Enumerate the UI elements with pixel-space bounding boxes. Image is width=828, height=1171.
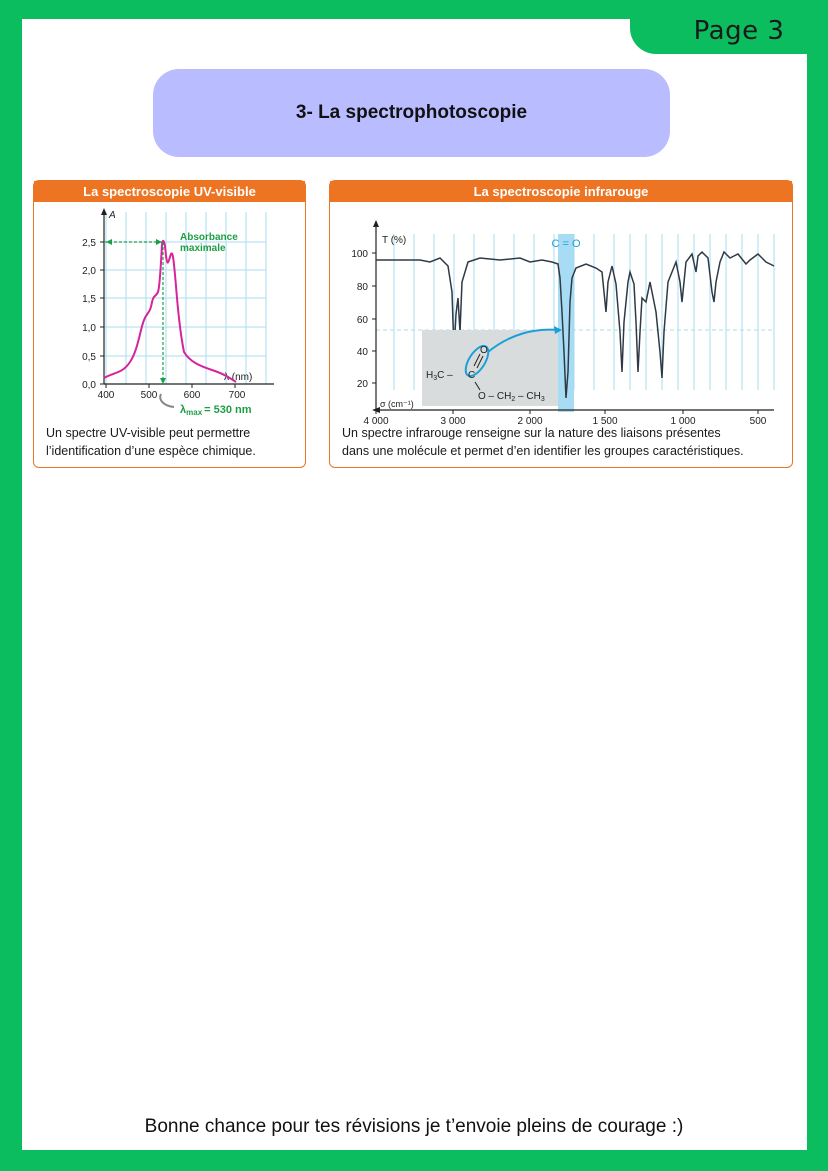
ir-x-tick: 1 500: [592, 416, 618, 427]
page-label: Page 3: [693, 16, 785, 46]
ir-molecule-ester: O – $CH_2 - CH_3$: [478, 391, 545, 403]
page-number-tab: [630, 8, 828, 54]
uv-caption: [46, 424, 256, 460]
ir-molecule-c: C: [468, 370, 476, 381]
uv-y-tick: 2,5: [82, 238, 96, 249]
uv-y-tick: 1,0: [82, 323, 96, 334]
uv-card-body: [34, 202, 305, 467]
ir-card-body: [330, 202, 792, 467]
ir-co-label: C = O: [551, 238, 581, 250]
uv-annotation-label: Absorbance: [180, 232, 238, 243]
infrared-card: [329, 180, 793, 468]
ir-y-tick: 40: [356, 347, 368, 358]
uv-lambda-max-label: λmax = 530 nm: [180, 404, 252, 417]
uv-caption-line: l’identification d’une espèce chimique.: [46, 444, 256, 458]
ir-y-tick: 20: [356, 379, 368, 390]
uv-x-axis-label: λ (nm): [224, 372, 253, 383]
uv-x-tick: 700: [228, 390, 246, 401]
uv-y-tick: 1,5: [82, 294, 96, 305]
ir-caption-line: Un spectre infrarouge renseigne sur la nature des liaisons présentes: [342, 426, 721, 440]
ir-caption: [342, 424, 744, 460]
ir-y-tick: 100: [351, 249, 368, 260]
ir-y-axis-label: T (%): [382, 235, 407, 246]
uv-visible-spectrum: [34, 202, 304, 417]
ir-x-tick: 4 000: [363, 416, 389, 427]
ir-card-header: La spectroscopie infrarouge: [330, 181, 792, 202]
ir-x-tick: 3 000: [440, 416, 466, 427]
ir-y-tick: 60: [356, 315, 368, 326]
uv-visible-card: [33, 180, 306, 468]
uv-annotation-label: maximale: [180, 243, 226, 254]
infrared-spectrum: [330, 202, 790, 427]
uv-y-tick: 0,0: [82, 380, 96, 391]
uv-x-tick: 500: [140, 390, 158, 401]
ir-x-tick: 2 000: [517, 416, 543, 427]
uv-absorbance-curve: [104, 241, 236, 382]
ir-x-tick: 1 000: [670, 416, 696, 427]
section-title: 3- La spectrophotoscopie: [295, 102, 528, 123]
uv-y-tick: 0,5: [82, 352, 96, 363]
uv-x-tick: 600: [183, 390, 201, 401]
ir-molecule-o-top: O: [480, 345, 488, 356]
section-title-box: [153, 69, 670, 157]
ir-caption-line: dans une molécule et permet d’en identifier les groupes caractéristiques.: [342, 444, 744, 458]
uv-caption-line: Un spectre UV-visible peut permettre: [46, 426, 251, 440]
ir-y-tick: 80: [356, 282, 368, 293]
ir-x-axis-label: σ (cm⁻¹): [380, 399, 414, 409]
uv-x-tick: 400: [97, 390, 115, 401]
footer-message: Bonne chance pour tes révisions je t’envoie pleins de courage :): [144, 1116, 684, 1137]
ir-molecule-h3c: $H_3C$ –: [426, 370, 453, 382]
uv-y-axis-label: A: [109, 210, 116, 221]
uv-y-tick: 2,0: [82, 266, 96, 277]
ir-x-tick: 500: [749, 416, 767, 427]
uv-card-header: La spectroscopie UV-visible: [34, 181, 305, 202]
